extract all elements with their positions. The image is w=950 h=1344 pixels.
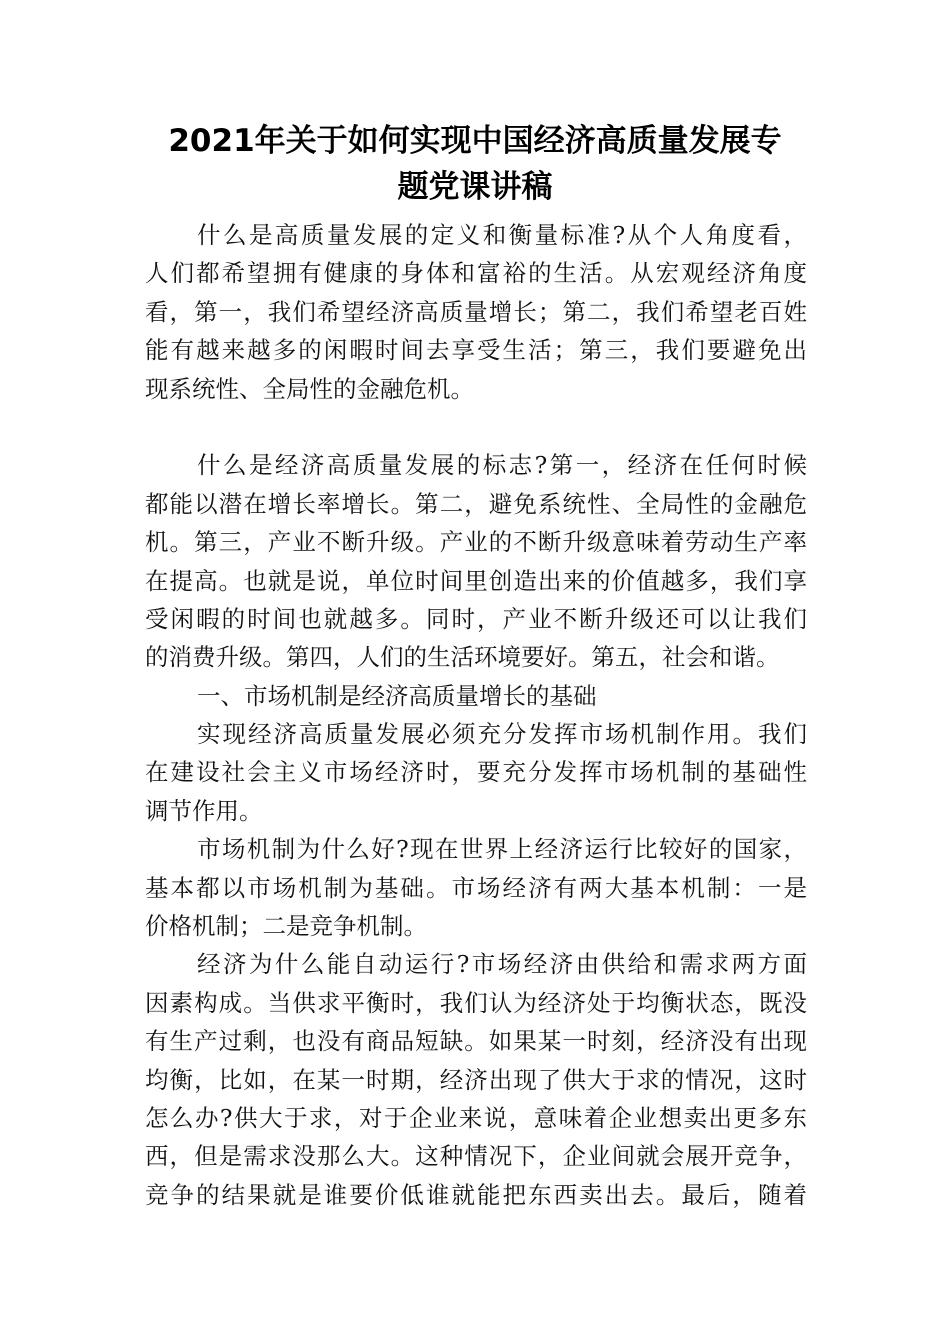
paragraph-line: 在建设社会主义市场经济时，要充分发挥市场机制的基础性 [145, 758, 807, 787]
paragraph-line: 人们都希望拥有健康的身体和富裕的生活。从宏观经济角度 [145, 259, 807, 288]
paragraph-line: 市场机制为什么好?现在世界上经济运行比较好的国家， [197, 835, 807, 864]
paragraph-line: 实现经济高质量发展必须充分发挥市场机制作用。我们 [197, 720, 807, 749]
document-title-line-1: 2021年关于如何实现中国经济高质量发展专 [168, 123, 782, 159]
paragraph-line: 竞争的结果就是谁要价低谁就能把东西卖出去。最后，随着 [145, 1180, 807, 1209]
paragraph-line: 在提高。也就是说，单位时间里创造出来的价值越多，我们享 [145, 566, 807, 595]
paragraph-line: 看，第一，我们希望经济高质量增长；第二，我们希望老百姓 [145, 297, 807, 326]
paragraph-line: 有生产过剩，也没有商品短缺。如果某一时刻，经济没有出现 [145, 1027, 807, 1056]
section-heading: 一、市场机制是经济高质量增长的基础 [197, 681, 597, 710]
paragraph-line: 都能以潜在增长率增长。第二，避免系统性、全局性的金融危 [145, 489, 807, 518]
paragraph-line: 现系统性、全局性的金融危机。 [145, 374, 474, 403]
paragraph-line: 调节作用。 [145, 796, 263, 825]
paragraph-line: 怎么办?供大于求，对于企业来说，意味着企业想卖出更多东 [145, 1103, 807, 1132]
paragraph-line: 因素构成。当供求平衡时，我们认为经济处于均衡状态，既没 [145, 988, 807, 1017]
paragraph-spacer [145, 408, 807, 446]
paragraph-line: 价格机制；二是竞争机制。 [145, 912, 427, 941]
paragraph-line: 基本都以市场机制为基础。市场经济有两大基本机制：一是 [145, 873, 807, 902]
paragraph-line: 西，但是需求没那么大。这种情况下，企业间就会展开竞争， [145, 1142, 807, 1171]
paragraph-line: 受闲暇的时间也就越多。同时，产业不断升级还可以让我们 [145, 604, 807, 633]
paragraph-line: 什么是高质量发展的定义和衡量标准?从个人角度看， [197, 221, 807, 249]
document-title-line-2: 题党课讲稿 [397, 169, 553, 205]
paragraph-line: 均衡，比如，在某一时期，经济出现了供大于求的情况，这时 [145, 1065, 807, 1094]
paragraph-line: 的消费升级。第四，人们的生活环境要好。第五，社会和谐。 [145, 643, 780, 672]
paragraph-line: 能有越来越多的闲暇时间去享受生活；第三，我们要避免出 [145, 336, 807, 365]
paragraph-line: 经济为什么能自动运行?市场经济由供给和需求两方面 [197, 950, 807, 979]
paragraph-line: 什么是经济高质量发展的标志?第一，经济在任何时候 [197, 451, 807, 480]
document-body [145, 216, 807, 1214]
paragraph-line: 机。第三，产业不断升级。产业的不断升级意味着劳动生产率 [145, 528, 807, 557]
